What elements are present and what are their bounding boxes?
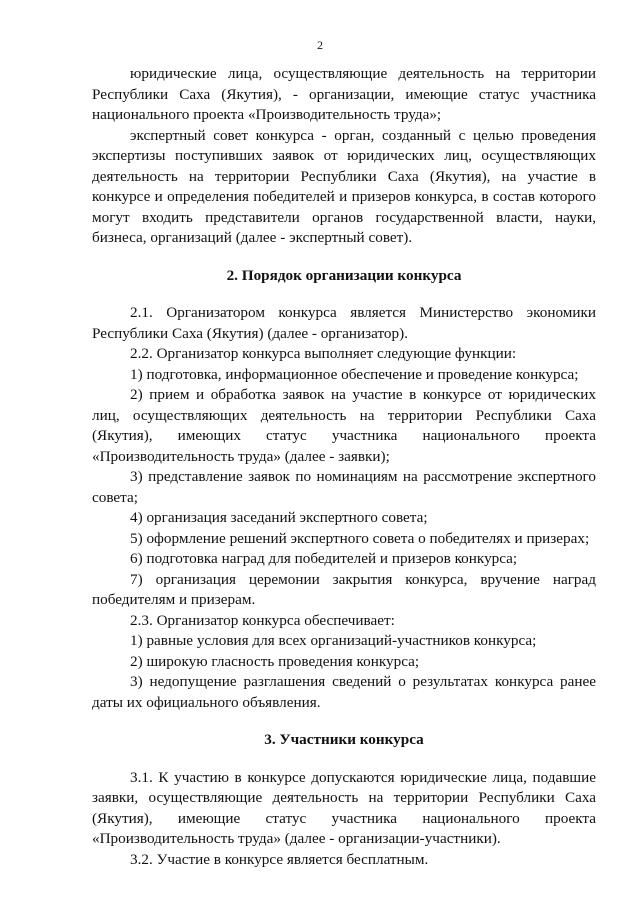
section2-paragraph: 2.2. Организатор конкурса выполняет следующие функции: [130,345,517,362]
section3-paragraph: 3.2. Участие в конкурсе является бесплатным. [130,850,429,868]
section2-list-item: 4) организация заседаний экспертного совета; [130,509,428,526]
section2-list-item: 3) представление заявок по номинациям на рассмотрение экспертного совета; [92,468,596,506]
intro-paragraph: экспертный совет конкурса - орган, созданный с целью проведения экспертизы поступивших заявок от юридических лиц, осуществляющих деятельность на территории Республики Саха (Якутия), на участие в конкурсе и определения победителей и призеров конкурса, в состав которого могут входить представители органов государственной власти, науки, бизнеса, организаций (далее - экспертный совет). [92,126,596,246]
section2-list-item: 1) равные условия для всех организаций-участников конкурса; [130,632,537,649]
section2-list-item: 7) организация церемонии закрытия конкурса, вручение наград победителям и призерам. [92,570,596,608]
section2-list-item: 5) оформление решений экспертного совета о победителях и призерах; [130,529,590,547]
section2-list-item: 1) подготовка, информационное обеспечение и проведение конкурса; [130,365,579,383]
section-heading-3: 3. Участники конкурса [264,731,424,748]
document-body [92,64,596,870]
section2-paragraph: 2.3. Организатор конкурса обеспечивает: [130,611,395,629]
section3-paragraph: 3.1. К участию в конкурсе допускаются юридические лица, подавшие заявки, осуществляющие деятельность на территории Республики Саха (Якутия), имеющие статус участника национального проекта «Производительность труда» (далее - организации-участники). [92,768,596,847]
section2-list-item: 2) прием и обработка заявок на участие в конкурсе от юридических лиц, осуществляющих деятельность на территории Республики Саха (Якутия), имеющих статус участника национального проекта «Производительность труда» (далее - заявки); [92,386,596,465]
section2-list-item: 3) недопущение разглашения сведений о результатах конкурса ранее даты их официального объявления. [92,673,596,711]
page-number: 2 [317,38,323,52]
section2-paragraph: 2.1. Организатором конкурса является Министерство экономики Республики Саха (Якутия) (далее - организатор). [92,304,596,342]
section-heading-2: 2. Порядок организации конкурса [226,266,462,284]
section2-list-item: 6) подготовка наград для победителей и призеров конкурса; [130,550,518,567]
intro-paragraph: юридические лица, осуществляющие деятельность на территории Республики Саха (Якутия), - организации, имеющие статус участника национального проекта «Производительность труда»; [92,65,596,123]
section2-list-item: 2) широкую гласность проведения конкурса; [130,652,420,670]
